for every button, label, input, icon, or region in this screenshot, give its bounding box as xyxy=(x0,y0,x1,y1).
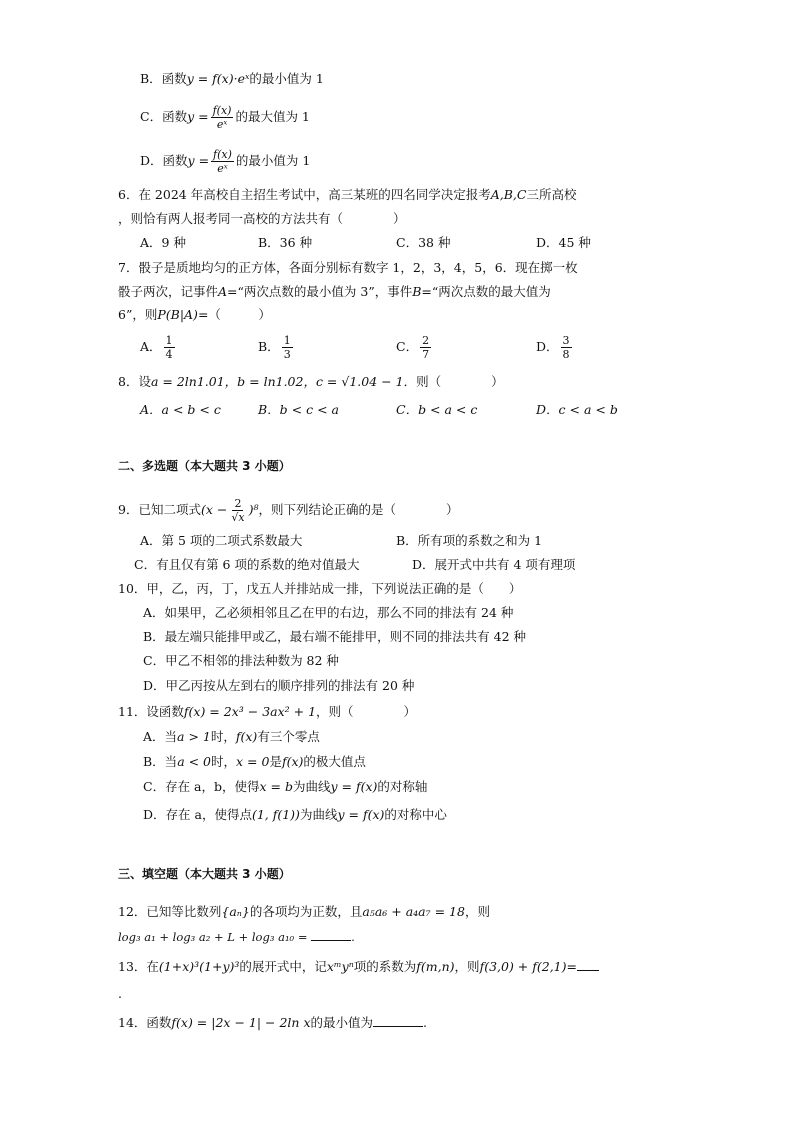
q7-option-d-num: 3 xyxy=(562,334,570,347)
q8-stem-a: 8．设 xyxy=(118,374,151,389)
q5-option-d-lhs: y = xyxy=(187,153,210,168)
q7-option-b-label: B． xyxy=(258,339,280,354)
q6-option-d: D．45 种 xyxy=(536,235,591,250)
section-3-heading: 三、填空题（本大题共 3 小题） xyxy=(118,867,291,881)
q8-option-c: C．b < a < c xyxy=(396,402,478,417)
q11-d-t2: 的对称中心 xyxy=(384,807,447,822)
q12-stem-b: 的各项均为正数，且 xyxy=(249,904,363,919)
q7-option-a-den: 4 xyxy=(165,348,173,361)
q12-m2: a₅a₆ + a₄a₇ = 18 xyxy=(362,904,465,919)
q5-option-d-num: f(x) xyxy=(213,148,232,161)
q11-option-b xyxy=(143,753,366,771)
q6-stem-text-b: 三所高校 xyxy=(526,187,577,202)
q12-stem-a: 12．已知等比数列 xyxy=(118,904,222,919)
q10-option-a: A．如果甲，乙必须相邻且乙在甲的右边，那么不同的排法有 24 种 xyxy=(143,605,514,620)
q11-d-t1: 为曲线 xyxy=(299,807,338,822)
q11-b-t3: 的极大值点 xyxy=(303,754,366,769)
q12-line2-math: log₃ a₁ + log₃ a₂ + L + log₃ a₁₀ = xyxy=(118,930,308,944)
q5-option-d-tail: 的最小值为 1 xyxy=(235,153,311,168)
q7-stem-line1: 7．骰子是质地均匀的正方体，各面分别标有数字 1，2，3，4，5，6．现在掷一枚 xyxy=(118,260,578,275)
q11-a-m2: f(x) xyxy=(235,729,258,744)
q9-option-a: A．第 5 项的二项式系数最大 xyxy=(140,533,303,548)
q7-option-b xyxy=(258,334,295,361)
q6-option-a: A．9 种 xyxy=(140,235,186,250)
q14-answer-blank[interactable] xyxy=(373,1026,423,1027)
q7-text-e: =“两次点数的最大值为 xyxy=(421,284,551,299)
q13-m2: xᵐyⁿ xyxy=(326,959,354,974)
q5-option-c-num: f(x) xyxy=(212,104,232,117)
q9-binom-right: )⁸ xyxy=(248,502,259,517)
q12-m1: {aₙ} xyxy=(221,904,250,919)
q11-c-m1: x = b xyxy=(259,779,293,794)
q9-stem-tail: ，则下列结论正确的是（ ） xyxy=(258,502,459,517)
q7-text-3c: =（ ） xyxy=(197,307,271,322)
q14-tail: . xyxy=(423,1015,427,1030)
q6-option-b: B．36 种 xyxy=(258,235,313,250)
q7-text-c: =“两次点数的最小值为 3”，事件 xyxy=(227,284,413,299)
q7-text-a: 骰子两次，记事件 xyxy=(118,284,219,299)
q7-option-a-label: A． xyxy=(140,339,162,354)
q10-stem: 10．甲，乙，丙，丁，戊五人并排站成一排，下列说法正确的是（ ） xyxy=(118,581,522,596)
q13-stem-a: 13．在 xyxy=(118,959,159,974)
q11-option-c xyxy=(143,778,427,796)
q8-stem-tail: ．则（ ） xyxy=(403,374,504,389)
q11-c-t2: 的对称轴 xyxy=(377,779,428,794)
q7-text-3a: 6”，则 xyxy=(118,307,158,322)
q9-stem xyxy=(118,497,458,524)
q5-option-d xyxy=(140,148,310,175)
q12-stem-c: ，则 xyxy=(464,904,490,919)
q11-b-m1: a < 0 xyxy=(177,754,212,769)
q14-stem-a: 14．函数 xyxy=(118,1015,172,1030)
q10-option-d: D．甲乙丙按从左到右的顺序排列的排法有 20 种 xyxy=(143,678,415,693)
q12-answer-blank[interactable] xyxy=(311,940,351,941)
q11-option-d xyxy=(143,806,447,824)
q6-stem-line2: ，则恰有两人报考同一高校的方法共有（ ） xyxy=(118,211,406,226)
q9-binom-num: 2 xyxy=(234,497,242,510)
q13-m3: f(m,n) xyxy=(416,959,455,974)
q9-binom-den: √x xyxy=(231,511,245,524)
q11-b-t2: 是 xyxy=(269,754,282,769)
q5-option-c-fraction xyxy=(211,104,234,131)
q7-option-a-fraction xyxy=(164,334,175,361)
q9-option-d: D．展开式中共有 4 项有理项 xyxy=(412,557,576,572)
q7-option-d-label: D． xyxy=(536,339,559,354)
q7-option-d xyxy=(536,334,574,361)
q13-stem-line1 xyxy=(118,958,599,976)
q9-option-b: B．所有项的系数之和为 1 xyxy=(396,533,543,548)
q9-binom-left: (x − xyxy=(200,502,228,517)
q13-stem-line2: . xyxy=(118,986,122,1001)
q5-option-b-tail: 的最小值为 1 xyxy=(249,71,324,86)
q11-a-m1: a > 1 xyxy=(177,729,211,744)
q6-schools: A,B,C xyxy=(490,187,527,202)
q7-option-d-den: 8 xyxy=(562,348,570,361)
q11-c-m2: y = f(x) xyxy=(330,779,378,794)
q9-stem-a: 9．已知二项式 xyxy=(118,502,201,517)
q13-stem-c: 项的系数为 xyxy=(353,959,417,974)
q6-stem-text: 6．在 2024 年高校自主招生考试中，高三某班的四名同学决定报考 xyxy=(118,187,491,202)
q11-a-t1: 时， xyxy=(210,729,236,744)
q5-option-c-tail: 的最大值为 1 xyxy=(235,109,310,124)
q7-option-b-num: 1 xyxy=(283,334,291,347)
q8-option-a: A．a < b < c xyxy=(140,402,221,417)
q13-stem-d: ，则 xyxy=(454,959,480,974)
q14-stem-b: 的最小值为 xyxy=(310,1015,374,1030)
q7-option-a-num: 1 xyxy=(165,334,173,347)
q7-event-b: B xyxy=(412,284,422,299)
q14-m1: f(x) = |2x − 1| − 2ln x xyxy=(171,1015,311,1030)
q13-stem-b: 的展开式中，记 xyxy=(239,959,327,974)
q7-stem-line2 xyxy=(118,283,551,301)
q11-stem xyxy=(118,703,416,721)
q12-stem-line1 xyxy=(118,903,490,921)
q8-stem xyxy=(118,373,504,391)
q11-option-a xyxy=(143,728,320,746)
q8-stem-math: a = 2ln1.01，b = ln1.02，c = √1.04 − 1 xyxy=(150,374,404,389)
q10-option-b: B．最左端只能排甲或乙，最右端不能排甲，则不同的排法共有 42 种 xyxy=(143,629,527,644)
q7-option-b-den: 3 xyxy=(283,348,291,361)
q11-a-t2: 有三个零点 xyxy=(257,729,320,744)
q11-d-m1: (1, f(1)) xyxy=(251,807,300,822)
q12-line2-tail: . xyxy=(351,930,355,944)
q5-option-d-label: D．函数 xyxy=(140,153,188,168)
q7-option-c xyxy=(396,334,433,361)
q7-option-a xyxy=(140,334,177,361)
section-2-heading: 二、多选题（本大题共 3 小题） xyxy=(118,459,291,473)
q5-option-d-fraction xyxy=(211,148,234,175)
q11-d-m2: y = f(x) xyxy=(337,807,385,822)
q5-option-b xyxy=(140,70,324,88)
q5-option-b-expr: y = f(x)·eˣ xyxy=(186,71,250,86)
q9-binom-fraction xyxy=(229,497,246,524)
q10-option-c: C．甲乙不相邻的排法种数为 82 种 xyxy=(143,653,339,668)
q7-stem-line3 xyxy=(118,306,271,324)
q14-stem xyxy=(118,1014,427,1032)
q7-option-c-fraction xyxy=(420,334,431,361)
q5-option-c-label: C．函数 xyxy=(140,109,188,124)
q11-d-label: D．存在 a，使得点 xyxy=(143,807,252,822)
q6-stem-line1 xyxy=(118,186,576,204)
q11-c-t1: 为曲线 xyxy=(292,779,331,794)
q5-option-c-lhs: y = xyxy=(187,109,209,124)
q13-stem-e: = xyxy=(566,959,577,974)
q5-option-c xyxy=(140,104,310,131)
q11-stem-math: f(x) = 2x³ − 3ax² + 1 xyxy=(183,704,317,719)
q13-m1: (1+x)³(1+y)³ xyxy=(158,959,240,974)
q5-option-c-den: eˣ xyxy=(216,118,228,131)
q7-event-a: A xyxy=(218,284,228,299)
q6-option-c: C．38 种 xyxy=(396,235,451,250)
q7-conditional-prob: P(B|A) xyxy=(157,307,198,322)
q9-option-c: C．有且仅有第 6 项的系数的绝对值最大 xyxy=(134,557,360,572)
q11-a-label: A．当 xyxy=(143,729,178,744)
q7-option-c-den: 7 xyxy=(422,348,430,361)
q11-c-label: C．存在 a，b，使得 xyxy=(143,779,260,794)
q7-option-b-fraction xyxy=(282,334,293,361)
q13-m4: f(3,0) + f(2,1) xyxy=(479,959,567,974)
q5-option-b-label: B．函数 xyxy=(140,71,187,86)
q5-option-d-den: eˣ xyxy=(217,162,228,175)
q11-stem-tail: ，则（ ） xyxy=(316,704,417,719)
q7-option-d-fraction xyxy=(561,334,572,361)
q8-option-b: B．b < c < a xyxy=(258,402,339,417)
q13-answer-blank[interactable] xyxy=(577,970,599,971)
q7-option-c-label: C． xyxy=(396,339,419,354)
q11-stem-a: 11．设函数 xyxy=(118,704,184,719)
q7-option-c-num: 2 xyxy=(422,334,430,347)
q11-b-m3: f(x) xyxy=(281,754,304,769)
q11-b-t1: 时， xyxy=(211,754,237,769)
q12-stem-line2 xyxy=(118,928,355,946)
q11-b-m2: x = 0 xyxy=(236,754,270,769)
q11-b-label: B．当 xyxy=(143,754,178,769)
q8-option-d: D．c < a < b xyxy=(536,402,618,417)
